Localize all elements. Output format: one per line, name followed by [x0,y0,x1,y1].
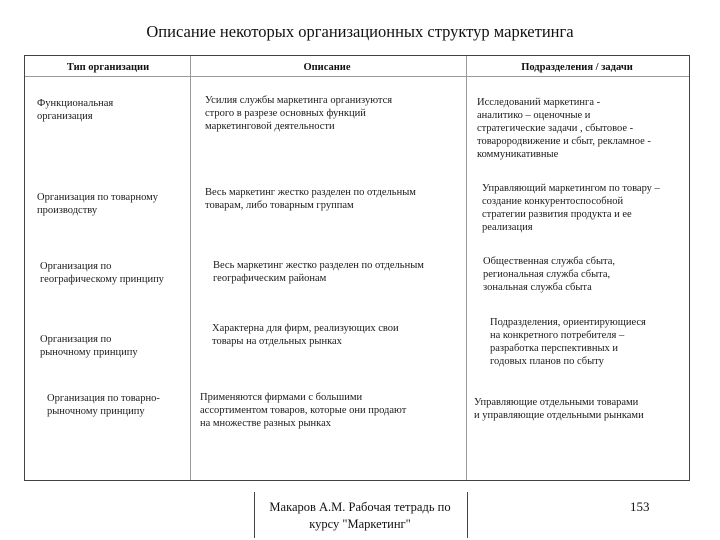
row-2-tasks: Управляющий маркетингом по товару – создание конкурентоспособной стратегии развития продукта и ее реализация [482,183,660,233]
row-5-type: Организация по товарно- рыночному принципу [47,393,160,417]
header-type: Тип организации [66,62,150,73]
row-4-description: Характерна для фирм, реализующих свои товары на отдельных рынках [212,323,399,347]
row-2-type: Организация по товарному производству [37,192,159,216]
column-divider-2 [466,56,467,480]
row-1-description: Усилия службы маркетинга организуются строго в разрезе основных функций маркетинговой деятельности [205,95,393,132]
row-5-tasks: Управляющие отдельными товарами и управляющие отдельными рынками [474,397,644,421]
header-description: Описание [303,62,351,73]
row-3-type: Организация по географическому принципу [40,261,164,285]
page-number: 153 [630,499,650,514]
row-1-type: Функциональная организация [37,98,114,122]
row-1-tasks: Исследований маркетинга - аналитико – оценочные и стратегические задачи , сбытовое - товарородвижение и сбыт, рекламное - коммуникативные [477,97,651,160]
row-2-description: Весь маркетинг жестко разделен по отдельным товарам, либо товарным группам [205,187,416,211]
header-divider [25,76,689,77]
row-4-type: Организация по рыночному принципу [40,334,138,358]
column-divider-1 [190,56,191,480]
row-3-description: Весь маркетинг жестко разделен по отдельным географическим районам [213,260,424,284]
page-title: Описание некоторых организационных структур маркетинга [146,22,574,41]
row-4-tasks: Подразделения, ориентирующиеся на конкретного потребителя – разработка перспективных и годовых планов по сбыту [490,317,646,367]
footer-source: Макаров А.М. Рабочая тетрадь по курсу "Маркетинг" [269,500,451,531]
row-3-tasks: Общественная служба сбыта, региональная служба сбыта, зональная служба сбыта [483,256,616,293]
header-tasks: Подразделения / задачи [521,62,633,73]
row-5-description: Применяются фирмами с большими ассортиментом товаров, которые они продают на множестве разных рынках [200,392,407,429]
